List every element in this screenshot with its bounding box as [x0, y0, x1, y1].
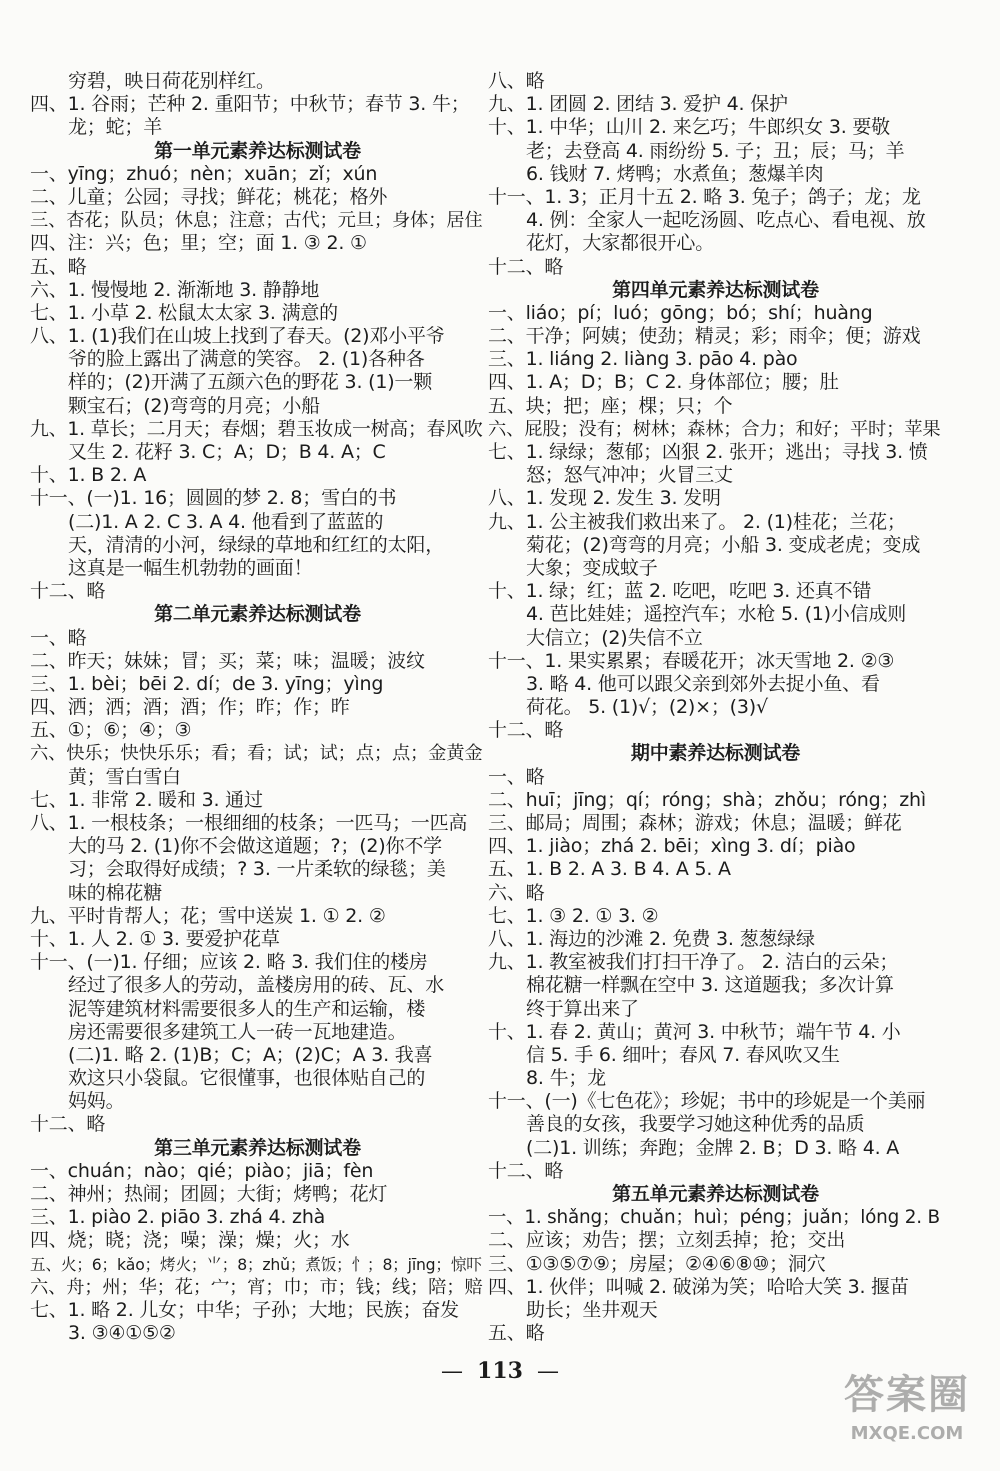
answer-line: (二)1. A 2. C 3. A 4. 他看到了蓝蓝的 [68, 510, 384, 533]
answer-line: 九、1. 草长；二月天；春烟；碧玉妆成一树高；春风吹 [30, 417, 483, 440]
answer-line: 大象；变成蚊子 [526, 556, 658, 579]
answer-line: 4. 例：全家人一起吃汤圆、吃点心、看电视、放 [526, 209, 926, 232]
answer-line: 妈妈。 [68, 1090, 125, 1113]
answer-line: 五、略 [30, 255, 87, 278]
answer-line: 十一、1. 果实累累；春暖花开；冰天雪地 2. ②③ [488, 649, 895, 672]
answer-line: 六、屁股；没有；树林；森林；合力；和好；平时；苹果 [488, 418, 941, 440]
answer-line: 欢这只小袋鼠。它很懂事，也很体贴自己的 [68, 1067, 426, 1090]
answer-line: 五、①；⑥；④；③ [30, 719, 192, 742]
answer-line: 颗宝石；(2)弯弯的月亮；小船 [68, 394, 320, 417]
answer-line: 大信立；(2)失信不立 [526, 626, 703, 649]
answer-line: 十二、略 [30, 1113, 106, 1136]
answer-line: 八、略 [488, 70, 545, 92]
answer-line: 天，清清的小河，绿绿的草地和红红的太阳， [68, 533, 445, 556]
answer-line: 四、1. 谷雨；芒种 2. 重阳节；中秋节；春节 3. 牛； [30, 93, 470, 116]
answer-line: 十二、略 [488, 719, 564, 742]
section-heading: 第一单元素养达标测试卷 [154, 139, 361, 162]
answer-line: 四、注：兴；色；里；空；面 1. ③ 2. ① [30, 232, 367, 255]
answer-line: 四、1. 伙伴；叫喊 2. 破涕为笑；哈哈大笑 3. 揠苗 [488, 1275, 909, 1298]
answer-line: (二)1. 略 2. (1)B；C；A；(2)C；A 3. 我喜 [68, 1043, 433, 1066]
page-dash-right: — [536, 1359, 559, 1384]
answer-line: 6. 钱财 7. 烤鸭；水煮鱼；葱爆羊肉 [526, 162, 824, 185]
answer-line: 七、1. 略 2. 儿女；中华；子孙；大地；民族；奋发 [30, 1298, 459, 1321]
answer-line: 3. 略 4. 他可以跟父亲到郊外去捉小鱼、看 [526, 672, 880, 695]
answer-line: 爷的脸上露出了满意的笑容。 2. (1)各种各 [68, 348, 425, 371]
answer-line: 样的；(2)开满了五颜六色的野花 3. (1)一颗 [68, 371, 433, 394]
answer-line: 一、chuán；nào；qié；piào；jiā；fèn [30, 1159, 374, 1182]
answer-line: 老；去登高 4. 雨纷纷 5. 子；丑；辰；马；羊 [526, 139, 905, 162]
answer-line: 三、①③⑤⑦⑨；房屋；②④⑥⑧⑩；洞穴 [488, 1252, 826, 1275]
answer-line: 十一、(一)《七色花》；珍妮；书中的珍妮是一个美丽 [488, 1090, 926, 1113]
answer-line: 四、1. A；D；B；C 2. 身体部位；腰；肚 [488, 371, 839, 394]
answer-line: 四、烧；晓；浇；噪；澡；燥；火；水 [30, 1229, 350, 1252]
answer-line: 房还需要很多建筑工人一砖一瓦地建造。 [68, 1020, 407, 1043]
watermark-url: MXQE.COM [850, 1423, 964, 1444]
answer-line: 七、1. 绿绿；葱郁；凶狠 2. 张开；逃出；寻找 3. 愤 [488, 441, 928, 463]
answer-line: 二、干净；阿姨；使劲；精灵；彩；雨伞；便；游戏 [488, 325, 921, 348]
answer-line: 龙；蛇；羊 [68, 116, 163, 139]
answer-line: 荷花。 5. (1)√；(2)×；(3)√ [526, 696, 768, 719]
answer-line: 三、杏花；队员；休息；注意；古代；元旦；身体；居住 [30, 210, 483, 232]
answer-line: 五、略 [488, 1322, 545, 1345]
watermark-title: 答案圈 [844, 1372, 970, 1418]
answer-line: 六、快乐；快快乐乐；看；看；试；试；点；点；金黄金 [30, 743, 483, 765]
answer-line: 四、洒；洒；酒；酒；作；昨；作；昨 [30, 696, 350, 719]
answer-line: 经过了很多人的劳动，盖楼房用的砖、瓦、水 [68, 974, 445, 997]
left-column [30, 70, 485, 1345]
answer-line: 七、1. 非常 2. 暖和 3. 通过 [30, 788, 263, 811]
answer-line: 棉花糖一样飘在空中 3. 这道题我；多次计算 [526, 974, 894, 997]
answer-line: 味的棉花糖 [68, 881, 163, 904]
answer-line: 十一、(一)1. 仔细；应该 2. 略 3. 我们住的楼房 [30, 951, 428, 974]
answer-line: 善良的女孩，我要学习她这种优秀的品质 [526, 1113, 865, 1136]
answer-line: 二、huī；jīng；qí；róng；shà；zhǒu；róng；zhì [488, 788, 926, 811]
answer-line: 二、儿童；公园；寻找；鲜花；桃花；格外 [30, 185, 388, 208]
answer-line: 十、1. 中华；山川 2. 来乞巧；牛郎织女 3. 要敬 [488, 116, 890, 139]
answer-line: 终于算出来了 [526, 997, 639, 1020]
answer-line: 三、1. liáng 2. liàng 3. pāo 4. pào [488, 348, 798, 371]
page-number-value: 113 [477, 1358, 523, 1384]
answer-line: 十二、略 [488, 1159, 564, 1182]
answer-line: 这真是一幅生机勃勃的画面！ [68, 556, 313, 579]
answer-line: 三、邮局；周围；森林；游戏；休息；温暖；鲜花 [488, 812, 902, 834]
answer-line: 花灯，大家都很开心。 [526, 232, 715, 255]
answer-line: 十一、(一)1. 16；圆圆的梦 2. 8；雪白的书 [30, 487, 397, 510]
answer-line: 五、1. B 2. A 3. B 4. A 5. A [488, 858, 731, 881]
answer-line: 六、1. 慢慢地 2. 渐渐地 3. 静静地 [30, 278, 320, 301]
answer-line: 三、1. piào 2. piāo 3. zhá 4. zhà [30, 1206, 326, 1229]
answer-line: 七、1. ③ 2. ① 3. ② [488, 904, 659, 927]
section-heading: 第四单元素养达标测试卷 [612, 278, 819, 301]
section-heading: 第二单元素养达标测试卷 [154, 603, 361, 626]
answer-line: 七、1. 小草 2. 松鼠太太家 3. 满意的 [30, 301, 338, 324]
answer-line: 四、1. jiào；zhá 2. bēi；xìng 3. dí；piào [488, 835, 856, 858]
answer-line: (二)1. 训练；奔跑；金牌 2. B；D 3. 略 4. A [526, 1136, 900, 1159]
answer-line: 九、1. 团圆 2. 团结 3. 爱护 4. 保护 [488, 93, 788, 116]
answer-line: 六、舟；州；华；花；宀；宵；巾；市；钱；线；陪；赔 [30, 1276, 483, 1298]
answer-line: 助长；坐井观天 [526, 1298, 658, 1321]
section-heading: 第三单元素养达标测试卷 [154, 1136, 361, 1159]
answer-line: 黄；雪白雪白 [68, 765, 181, 788]
answer-line: 一、yīng；zhuó；nèn；xuān；zǐ；xún [30, 162, 378, 185]
answer-line: 菊花；(2)弯弯的月亮；小船 3. 变成老虎；变成 [526, 533, 921, 556]
answer-line: 3. ③④①⑤② [68, 1322, 176, 1345]
answer-line: 十、1. 春 2. 黄山；黄河 3. 中秋节；端午节 4. 小 [488, 1020, 901, 1043]
answer-line: 三、1. bèi；bēi 2. dí；de 3. yīng；yìng [30, 672, 384, 695]
answer-line: 八、1. (1)我们在山坡上找到了春天。(2)邓小平爷 [30, 325, 445, 348]
answer-line: 信 5. 手 6. 细叶；春风 7. 春风吹又生 [526, 1043, 840, 1066]
answer-line: 九、1. 公主被我们救出来了。 2. (1)桂花；兰花； [488, 510, 906, 533]
answer-line: 二、应该；劝告；摆；立刻丢掉；抢；交出 [488, 1229, 846, 1252]
answer-line: 十二、略 [30, 580, 106, 603]
answer-line: 习；会取得好成绩；? 3. 一片柔软的绿毯；美 [68, 858, 446, 881]
answer-line: 又生 2. 花籽 3. C；A；D；B 4. A；C [68, 441, 386, 463]
answer-line: 九、平时肯帮人；花；雪中送炭 1. ① 2. ② [30, 904, 386, 927]
answer-line: 怒；怒气冲冲；火冒三丈 [526, 464, 733, 487]
answer-line: 五、火；6；kǎo；烤火；⺌；8；zhǔ；煮饭；忄；8；jīng；惊吓 [30, 1254, 482, 1274]
answer-line: 穷碧，映日荷花别样红。 [68, 70, 275, 92]
answer-line: 八、1. 发现 2. 发生 3. 发明 [488, 487, 721, 510]
answer-line: 十一、1. 3；正月十五 2. 略 3. 兔子；鸽子；龙；龙 [488, 185, 921, 208]
answer-line: 泥等建筑材料需要很多人的生产和运输，楼 [68, 997, 426, 1020]
watermark-logo [832, 1369, 982, 1461]
answer-line: 一、liáo；pí；luó；gōng；bó；shí；huàng [488, 301, 873, 324]
answer-line: 4. 芭比娃娃；遥控汽车；水枪 5. (1)小信成则 [526, 603, 907, 626]
answer-line: 八、1. 海边的沙滩 2. 免费 3. 葱葱绿绿 [488, 927, 815, 950]
right-column [488, 70, 943, 1345]
section-heading: 第五单元素养达标测试卷 [612, 1183, 819, 1205]
answer-line: 大的马 2. (1)你不会做这道题；?；(2)你不学 [68, 835, 442, 858]
answer-line: 九、1. 教室被我们打扫干净了。 2. 洁白的云朵； [488, 951, 899, 974]
section-heading: 期中素养达标测试卷 [630, 742, 801, 765]
answer-line: 五、块；把；座；棵；只；个 [488, 394, 733, 417]
answer-line: 8. 牛；龙 [526, 1067, 606, 1090]
answer-line: 十二、略 [488, 255, 564, 278]
answer-line: 十、1. 绿；红；蓝 2. 吃吧，吃吧 3. 还真不错 [488, 580, 872, 603]
answer-line: 八、1. 一根枝条；一根细细的枝条；一匹马；一匹高 [30, 812, 468, 834]
answer-line: 一、略 [30, 626, 87, 649]
answer-line: 二、昨天；妹妹；冒；买；菜；味；温暖；波纹 [30, 649, 425, 672]
answer-line: 十、1. B 2. A [30, 464, 147, 487]
page-dash-left: — [441, 1359, 464, 1384]
answer-line: 二、神州；热闹；团圆；大街；烤鸭；花灯 [30, 1183, 388, 1205]
answer-line: 一、略 [488, 765, 545, 788]
answer-line: 十、1. 人 2. ① 3. 要爱护花草 [30, 927, 280, 950]
answer-line: 一、1. shǎng；chuǎn；huì；péng；juǎn；lóng 2. B [488, 1207, 940, 1229]
answer-line: 六、略 [488, 881, 545, 904]
